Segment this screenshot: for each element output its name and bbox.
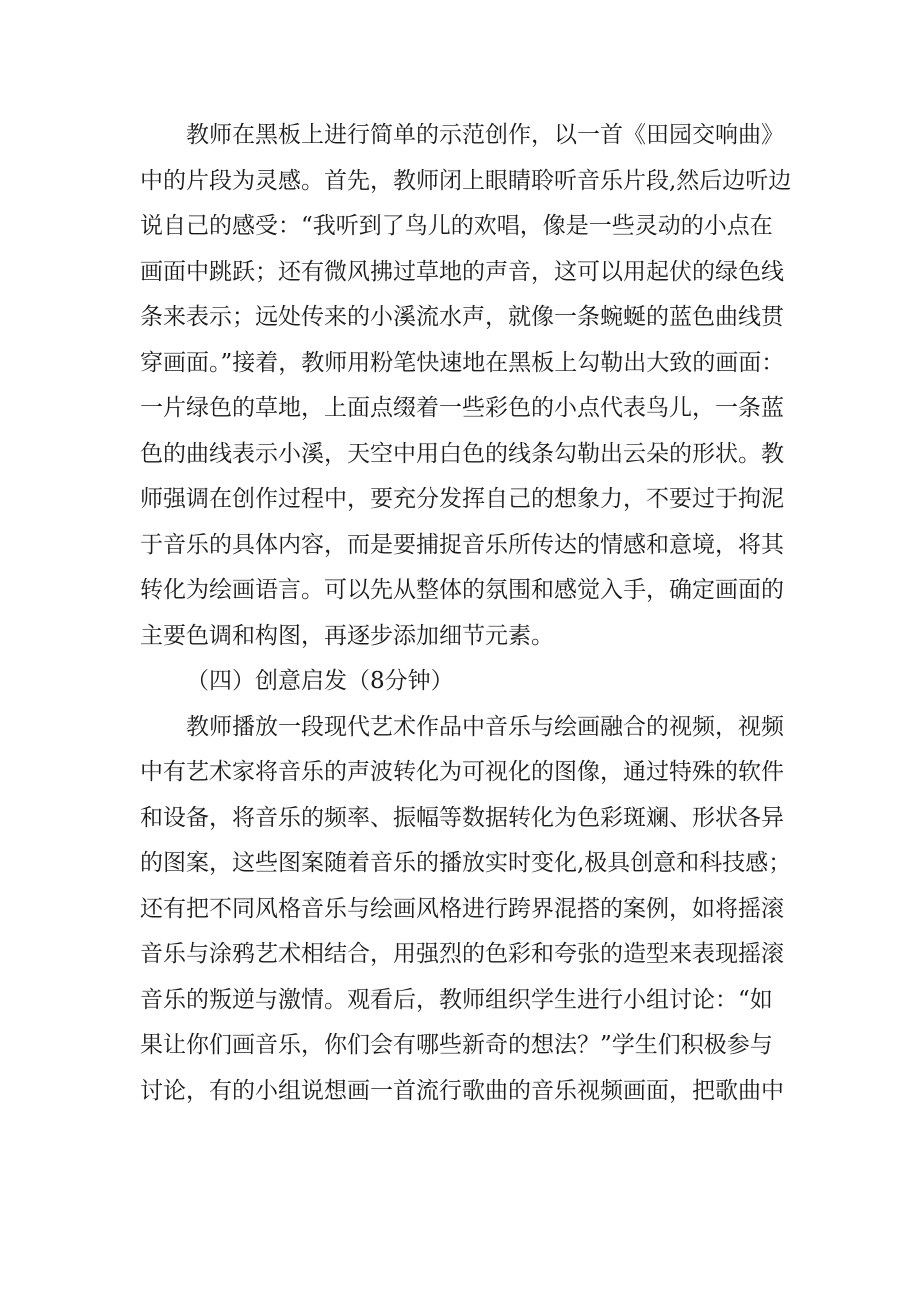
text-line: 于音乐的具体内容，而是要捕捉音乐所传达的情感和意境，将其: [140, 531, 784, 558]
text-line: 画面中跳跃；还有微风拂过草地的声音，这可以用起伏的绿色线: [140, 258, 784, 285]
text-line: 还有把不同风格音乐与绘画风格进行跨界混搭的案例，如将摇滚: [140, 895, 784, 922]
text-line: 教师在黑板上进行简单的示范创作，以一首《田园交响曲》: [186, 122, 784, 148]
text-line: 教师播放一段现代艺术作品中音乐与绘画融合的视频，视频: [186, 713, 784, 740]
document-page: [140, 113, 790, 1114]
text-line: 转化为绘画语言。可以先从整体的氛围和感觉入手，确定画面的: [140, 577, 784, 603]
text-line: 一片绿色的草地，上面点缀着一些彩色的小点代表鸟儿，一条蓝: [140, 395, 784, 421]
text-line: 中的片段为灵感。首先，教师闭上眼睛聆听音乐片段,然后边听边: [140, 167, 792, 194]
paragraph-creative-inspiration: [140, 705, 790, 1115]
text-line: 色的曲线表示小溪，天空中用白色的线条勾勒出云朵的形状。教: [140, 440, 784, 467]
text-line: 的图案，这些图案随着音乐的播放实时变化,极具创意和科技感；: [140, 850, 792, 876]
text-line: 条来表示；远处传来的小溪流水声，就像一条蜿蜒的蓝色曲线贯: [140, 304, 784, 330]
text-line: 说自己的感受：“我听到了鸟儿的欢唱，像是一些灵动的小点在: [140, 213, 773, 239]
text-line: 和设备，将音乐的频率、振幅等数据转化为色彩斑斓、形状各异: [140, 804, 784, 831]
text-line: 主要色调和构图，再逐步添加细节元素。: [140, 622, 554, 649]
section-heading: （四）创意启发（8分钟）: [186, 668, 454, 694]
text-line: 穿画面。”接着，教师用粉笔快速地在黑板上勾勒出大致的画面：: [140, 349, 785, 376]
paragraph-demonstration: [140, 113, 790, 659]
text-line: 师强调在创作过程中，要充分发挥自己的想象力，不要过于拘泥: [140, 486, 784, 512]
text-line: 果让你们画音乐，你们会有哪些新奇的想法？”学生们积极参与: [140, 1032, 773, 1058]
text-line: 中有艺术家将音乐的声波转化为可视化的图像，通过特殊的软件: [140, 759, 784, 785]
text-line: 音乐的叛逆与激情。观看后，教师组织学生进行小组讨论：“如: [140, 986, 773, 1013]
text-line: 音乐与涂鸦艺术相结合，用强烈的色彩和夸张的造型来表现摇滚: [140, 941, 784, 967]
text-line: 讨论，有的小组说想画一首流行歌曲的音乐视频画面，把歌曲中: [140, 1077, 784, 1104]
